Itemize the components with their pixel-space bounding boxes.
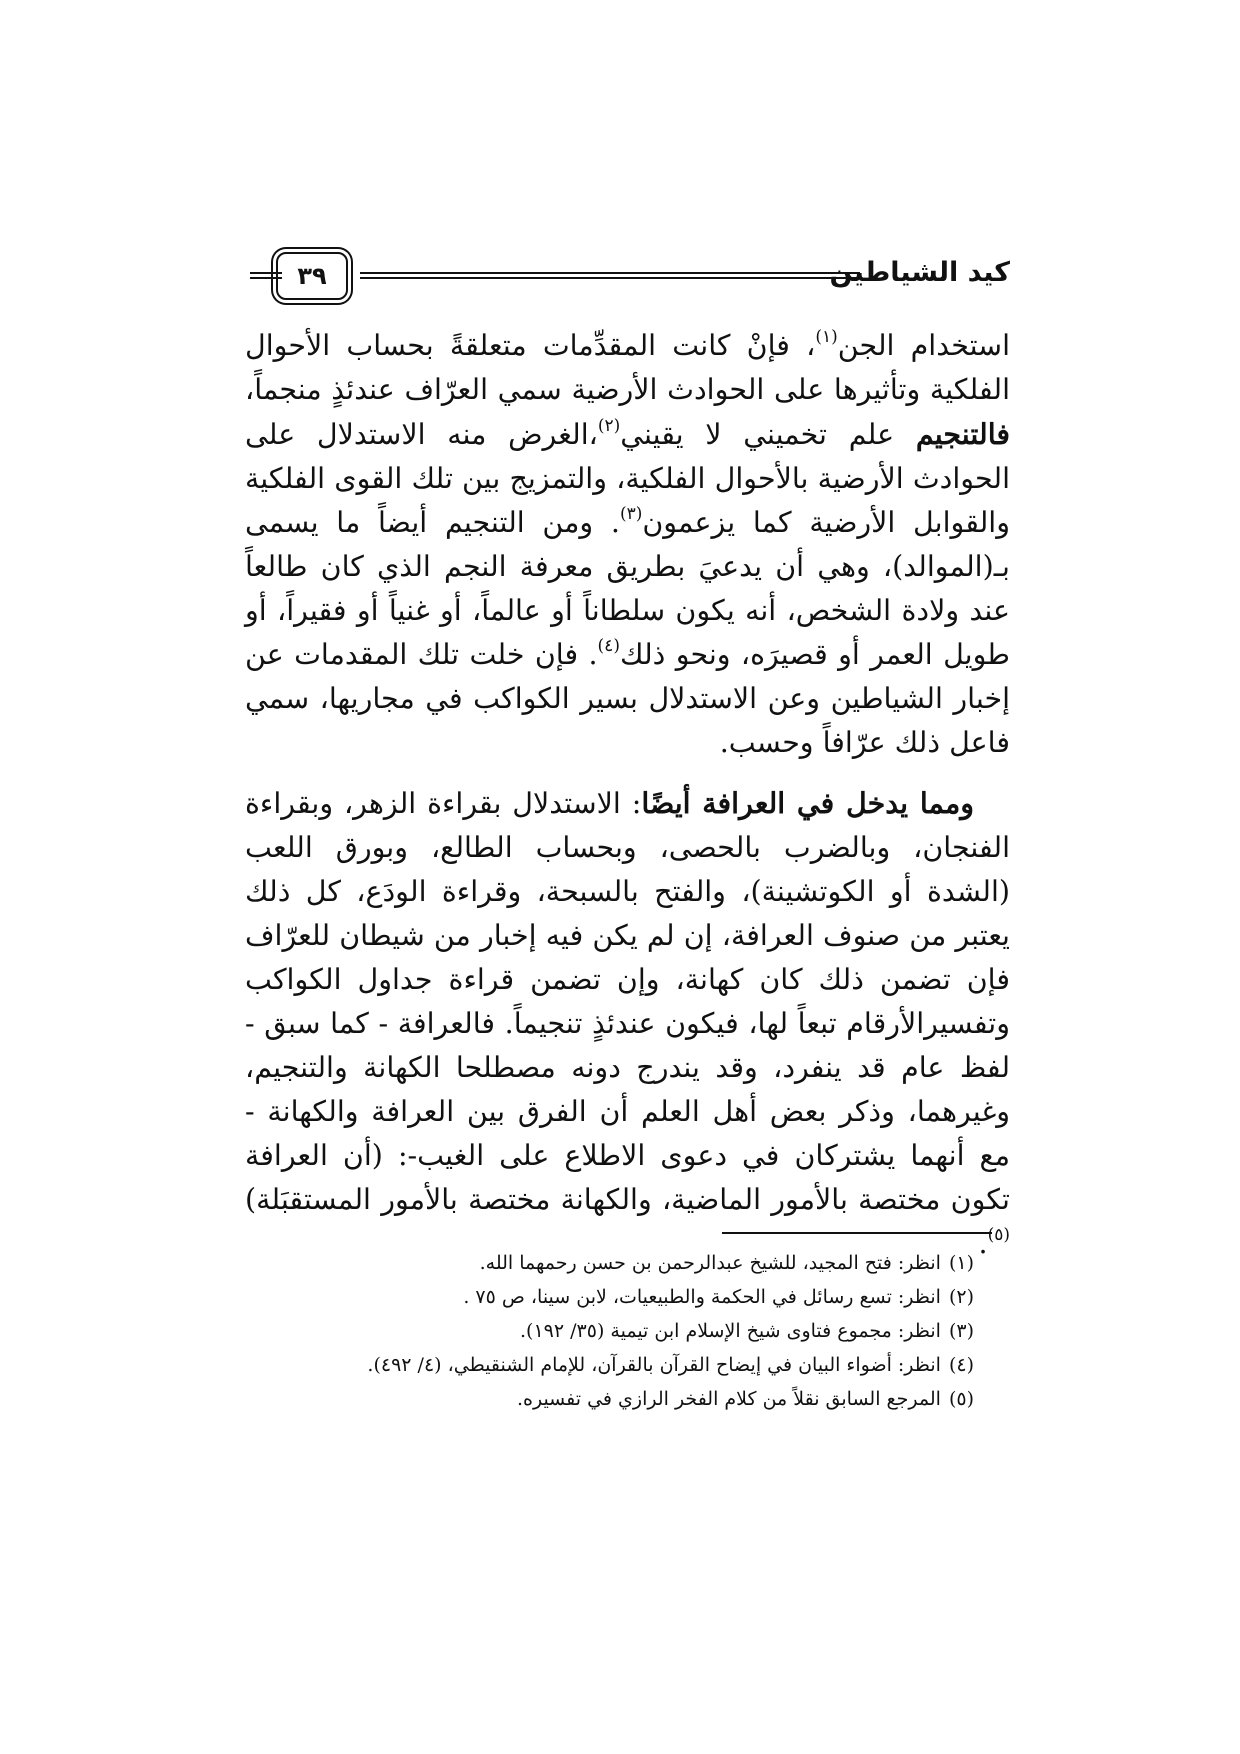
footnote-ref-1: (١) (815, 327, 838, 347)
footnotes (245, 1246, 1010, 1416)
footnote-ref-5: (٥) (987, 1225, 1010, 1245)
footnote-1: (١)انظر: فتح المجيد، للشيخ عبدالرحمن بن حسن رحمهما الله. (479, 1252, 974, 1274)
running-title: كيد الشياطين (829, 257, 1010, 288)
bold-heading-phrase: ومما يدخل في العرافة أيضًا (641, 786, 975, 820)
footnote-separator (722, 1232, 992, 1234)
footnote-3: (٣)انظر: مجموع فتاوى شيخ الإسلام ابن تيمية (٣٥/ ١٩٢). (520, 1320, 974, 1342)
header-rule (360, 272, 860, 279)
paragraph-1: استخدام الجن$^{(١)}$، فإنْ كانت المقدِّمات متعلقةً بحساب الأحوال الفلكية وتأثيرها على الحوادث الأرضية سمي العرّاف عندئذٍ منجماً، فالتنجيم علم تخميني لا يقيني$^{(٢)}$،الغرض منه الاستدلال على الحوادث الأرضية بالأحوال الفلكية، والتمزيج بين تلك القوى الفلكية والقوابل الأرضية كما يزعمون$^{(٣)}$. ومن التنجيم أيضاً ما يسمى بـ(الموالد)، وهي أن يدعيَ بطريق معرفة النجم الذي كان طالعاً عند ولادة الشخص، أنه يكون سلطاناً أو عالماً، أو غنياً أو فقيراً، أو طويل العمر أو قصيرَه، ونحو ذلك$^{(٤)}$. فإن خلت تلك المقدمات عن إخبار الشياطين وعن الاستدلال بسير الكواكب في مجاريها، سمي فاعل ذلك عرّافاً وحسب. (245, 327, 1010, 759)
footnote-2: (٢)انظر: تسع رسائل في الحكمة والطبيعيات، لابن سينا، ص ٧٥ . (463, 1286, 974, 1308)
main-text (245, 324, 1010, 1266)
page-header (250, 248, 1010, 304)
footnote-ref-2: (٢) (597, 416, 621, 436)
footnote-4: (٤)انظر: أضواء البيان في إيضاح القرآن بالقرآن، للإمام الشنقيطي، (٤/ ٤٩٢). (367, 1354, 974, 1376)
bold-term: فالتنجيم (915, 417, 1010, 451)
footnote-ref-3: (٣) (619, 504, 643, 524)
header-rule-end (250, 272, 282, 279)
paragraph-2: ومما يدخل في العرافة أيضًا: الاستدلال بقراءة الزهر، وبقراءة الفنجان، وبالضرب بالحصى، وبحساب الطالع، وبورق اللعب (الشدة أو الكوتشينة)، والفتح بالسبحة، وقراءة الودَع، كل ذلك يعتبر من صنوف العرافة، إن لم يكن فيه إخبار من شيطان للعرّاف فإن تضمن ذلك كان كهانة، وإن تضمن قراءة جداول الكواكب وتفسيرالأرقام تبعاً لها، فيكون عندئذٍ تنجيماً. فالعرافة - كما سبق - لفظ عام قد ينفرد، وقد يندرج دونه مصطلحا الكهانة والتنجيم، وغيرهما، وذكر بعض أهل العلم أن الفرق بين العرافة والكهانة - مع أنهما يشتركان في دعوى الاطلاع على الغيب-: (أن العرافة تكون مختصة بالأمور الماضية، والكهانة مختصة بالأمور المستقبَلة)$^{(٥)}$. (245, 786, 1010, 1260)
footnote-ref-4: (٤) (597, 636, 620, 656)
page-number: ٣٩ (276, 252, 348, 300)
footnote-5: (٥)المرجع السابق نقلاً من كلام الفخر الرازي في تفسيره. (516, 1388, 974, 1410)
